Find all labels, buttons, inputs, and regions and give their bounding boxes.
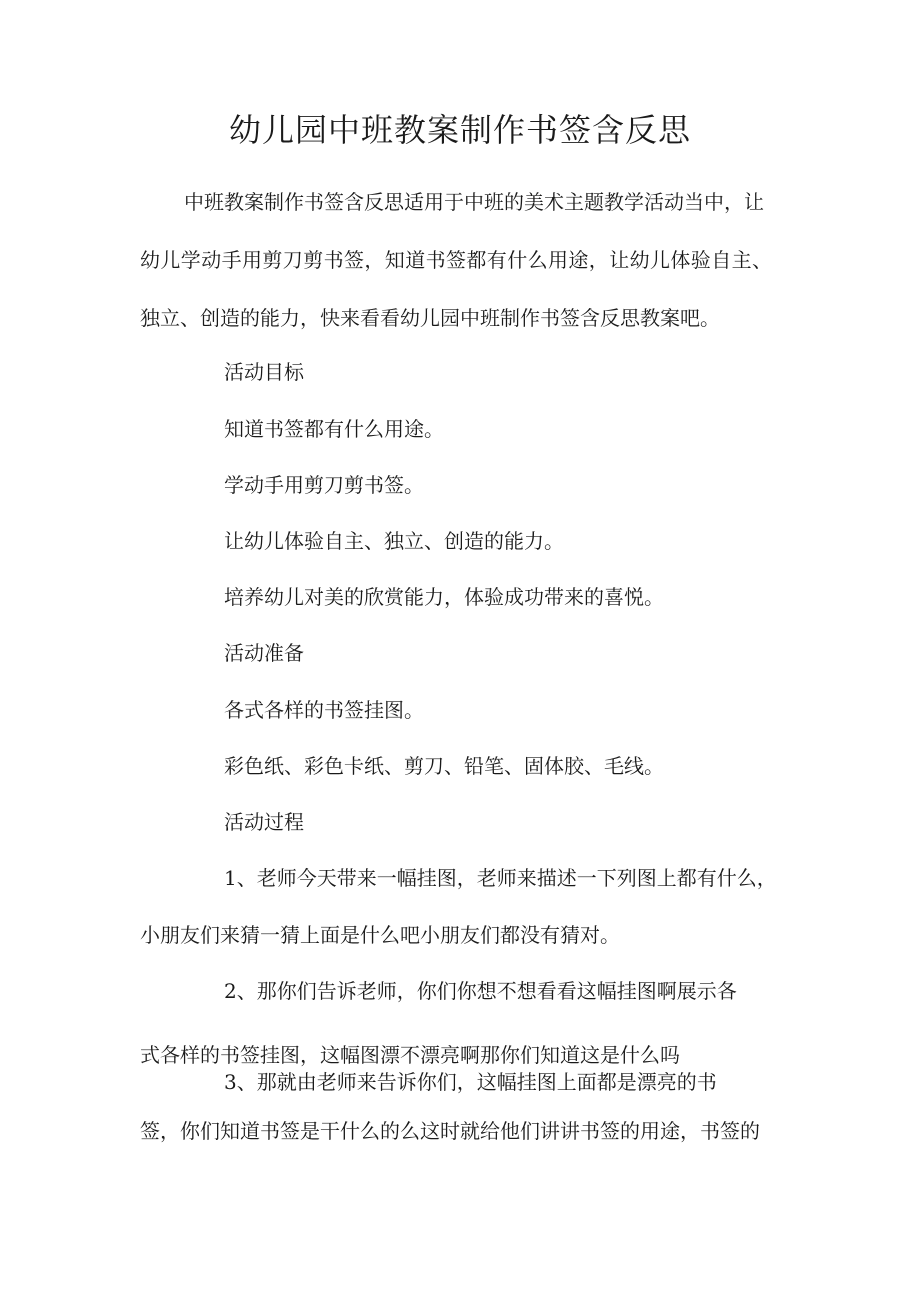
process-step-2-line-1: 2、那你们告诉老师，你们你想不想看看这幅挂图啊展示各 <box>224 979 737 1003</box>
document-title: 幼儿园中班教案制作书签含反思 <box>228 111 691 149</box>
preparation-heading: 活动准备 <box>224 641 304 665</box>
process-step-3-line-1: 3、那就由老师来告诉你们，这幅挂图上面都是漂亮的书 <box>224 1070 717 1094</box>
process-heading: 活动过程 <box>224 810 304 834</box>
process-step-2-line-2: 式各样的书签挂图，这幅图漂不漂亮啊那你们知道这是什么吗 <box>140 1043 680 1067</box>
intro-line-1: 中班教案制作书签含反思适用于中班的美术主题教学活动当中，让 <box>184 190 764 214</box>
goal-item-1: 知道书签都有什么用途。 <box>224 417 444 441</box>
process-step-3-line-2: 签，你们知道书签是干什么的么这时就给他们讲讲书签的用途，书签的 <box>140 1119 760 1143</box>
goal-item-3: 让幼儿体验自主、独立、创造的能力。 <box>224 529 564 553</box>
goal-item-4: 培养幼儿对美的欣赏能力，体验成功带来的喜悦。 <box>224 585 664 609</box>
goals-heading: 活动目标 <box>224 360 304 384</box>
goal-item-2: 学动手用剪刀剪书签。 <box>224 473 424 497</box>
process-step-1-line-1: 1、老师今天带来一幅挂图，老师来描述一下列图上都有什么， <box>224 866 777 890</box>
preparation-item-1: 各式各样的书签挂图。 <box>224 698 424 722</box>
intro-line-3: 独立、创造的能力，快来看看幼儿园中班制作书签含反思教案吧。 <box>140 306 720 330</box>
preparation-item-2: 彩色纸、彩色卡纸、剪刀、铅笔、固体胶、毛线。 <box>224 754 664 778</box>
process-step-1-line-2: 小朋友们来猜一猜上面是什么吧小朋友们都没有猜对。 <box>140 923 620 947</box>
intro-line-2: 幼儿学动手用剪刀剪书签，知道书签都有什么用途，让幼儿体验自主、 <box>140 248 772 272</box>
